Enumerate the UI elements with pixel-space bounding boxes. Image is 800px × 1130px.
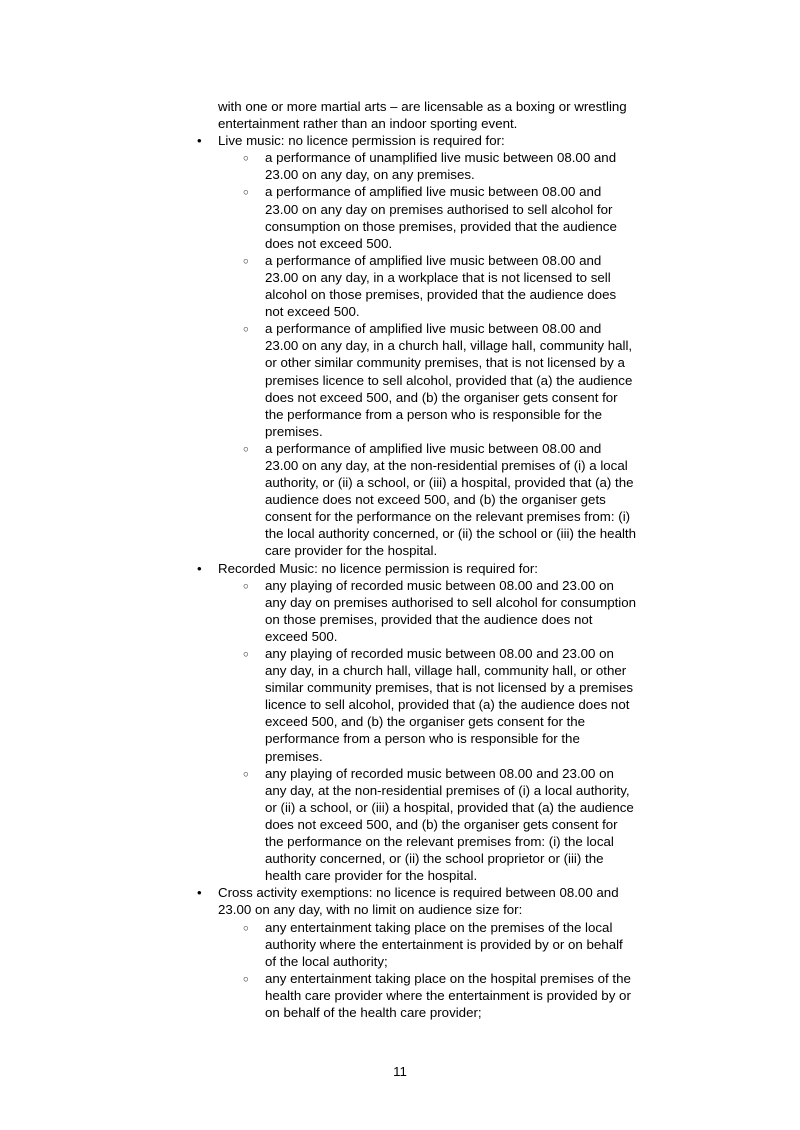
circle-bullet-icon: ○ bbox=[243, 255, 249, 267]
text-block bbox=[218, 132, 696, 149]
text-line: consent for the performance on the relevant premises from: (i) bbox=[265, 509, 631, 525]
text-block bbox=[218, 884, 696, 918]
text-block bbox=[265, 149, 696, 183]
paragraph-block bbox=[196, 98, 696, 132]
bullet-item bbox=[196, 132, 696, 149]
text-line: authority, or (ii) a school, or (iii) a hospital, provided that (a) the bbox=[265, 475, 634, 491]
text-line: the local authority concerned, or (ii) the school or (iii) the health bbox=[265, 526, 637, 542]
text-line: authority where the entertainment is provided by or on behalf bbox=[265, 936, 623, 952]
text-line: Cross activity exemptions: no licence is required between 08.00 and bbox=[218, 885, 619, 901]
text-line: premises licence to sell alcohol, provided that (a) the audience bbox=[265, 372, 633, 388]
circle-bullet-icon: ○ bbox=[243, 768, 249, 780]
text-line: of the local authority; bbox=[265, 953, 388, 969]
text-block bbox=[265, 440, 696, 560]
bullet-item bbox=[196, 884, 696, 918]
text-block bbox=[265, 577, 696, 645]
bullet-icon: • bbox=[197, 560, 202, 576]
text-line: the performance on the relevant premises from: (i) the local bbox=[265, 834, 614, 850]
text-line: 23.00 on any day, in a workplace that is not licensed to sell bbox=[265, 269, 611, 285]
text-block bbox=[265, 919, 696, 970]
circle-bullet-icon: ○ bbox=[243, 580, 249, 592]
bullet-icon: • bbox=[197, 885, 202, 901]
text-line: audience does not exceed 500, and (b) the organiser gets bbox=[265, 492, 606, 508]
text-block bbox=[218, 98, 696, 132]
text-line: any playing of recorded music between 08.00 and 23.00 on bbox=[265, 577, 614, 593]
text-line: any playing of recorded music between 08.00 and 23.00 on bbox=[265, 646, 614, 661]
text-line: with one or more martial arts – are licensable as a boxing or wrestling bbox=[218, 99, 627, 114]
text-line: any entertainment taking place on the premises of the local bbox=[265, 919, 613, 935]
text-line: exceed 500, and (b) the organiser gets consent for the bbox=[265, 714, 586, 730]
text-line: 23.00 on any day on premises authorised to sell alcohol for bbox=[265, 201, 613, 217]
text-line: any playing of recorded music between 08.00 and 23.00 on bbox=[265, 765, 614, 781]
circle-bullet-icon: ○ bbox=[243, 649, 249, 660]
circle-bullet-icon: ○ bbox=[243, 922, 249, 934]
text-line: 23.00 on any day, with no limit on audience size for: bbox=[218, 902, 523, 918]
document-content bbox=[196, 98, 696, 1021]
text-line: consumption on those premises, provided that the audience bbox=[265, 218, 617, 234]
text-line: a performance of unamplified live music between 08.00 and bbox=[265, 150, 617, 166]
text-line: entertainment rather than an indoor sporting event. bbox=[218, 116, 518, 132]
text-line: premises. bbox=[265, 423, 323, 439]
text-line: a performance of amplified live music between 08.00 and bbox=[265, 321, 602, 337]
sub-bullet-item bbox=[196, 645, 696, 765]
sub-bullet-item bbox=[196, 970, 696, 1021]
circle-bullet-icon: ○ bbox=[243, 324, 249, 336]
circle-bullet-icon: ○ bbox=[243, 973, 249, 985]
text-line: or other similar community premises, that is not licensed by a bbox=[265, 355, 625, 371]
text-block bbox=[265, 252, 696, 320]
text-line: any entertainment taking place on the hospital premises of the bbox=[265, 970, 631, 986]
text-line: on behalf of the health care provider; bbox=[265, 1004, 482, 1020]
text-line: 23.00 on any day, on any premises. bbox=[265, 167, 475, 183]
text-line: does not exceed 500. bbox=[265, 235, 393, 251]
text-line: authority concerned, or (ii) the school proprietor or (iii) the bbox=[265, 851, 604, 867]
circle-bullet-icon: ○ bbox=[243, 443, 249, 455]
text-line: a performance of amplified live music between 08.00 and bbox=[265, 440, 602, 456]
text-block bbox=[265, 320, 696, 440]
text-block bbox=[265, 183, 696, 251]
text-block bbox=[218, 560, 696, 577]
page-number: 11 bbox=[393, 1064, 407, 1079]
text-line: any day, at the non-residential premises of (i) a local authority, bbox=[265, 782, 630, 798]
bullet-icon: • bbox=[197, 133, 202, 149]
text-block bbox=[265, 645, 696, 765]
text-line: on those premises, provided that the audience does not bbox=[265, 611, 593, 627]
sub-bullet-item bbox=[196, 252, 696, 320]
text-line: similar community premises, that is not licensed by a premises bbox=[265, 680, 634, 696]
sub-bullet-item bbox=[196, 320, 696, 440]
text-line: premises. bbox=[265, 748, 323, 764]
text-line: 23.00 on any day, at the non-residential premises of (i) a local bbox=[265, 457, 628, 473]
text-line: alcohol on those premises, provided that the audience does bbox=[265, 287, 617, 303]
text-block bbox=[265, 765, 696, 885]
sub-bullet-item bbox=[196, 183, 696, 251]
text-line: health care provider where the entertainment is provided by or bbox=[265, 987, 631, 1003]
text-line: health care provider for the hospital. bbox=[265, 868, 478, 884]
text-line: does not exceed 500, and (b) the organiser gets consent for bbox=[265, 389, 618, 405]
text-line: not exceed 500. bbox=[265, 304, 360, 320]
sub-bullet-item bbox=[196, 577, 696, 645]
bullet-item bbox=[196, 560, 696, 577]
circle-bullet-icon: ○ bbox=[243, 153, 249, 165]
text-line: any day on premises authorised to sell alcohol for consumption bbox=[265, 594, 637, 610]
sub-bullet-item bbox=[196, 149, 696, 183]
text-line: care provider for the hospital. bbox=[265, 543, 438, 559]
sub-bullet-item bbox=[196, 919, 696, 970]
text-line: a performance of amplified live music between 08.00 and bbox=[265, 252, 602, 268]
circle-bullet-icon: ○ bbox=[243, 187, 249, 199]
text-line: performance from a person who is responsible for the bbox=[265, 731, 580, 747]
text-line: Live music: no licence permission is required for: bbox=[218, 133, 505, 149]
sub-bullet-item bbox=[196, 440, 696, 560]
text-line: a performance of amplified live music between 08.00 and bbox=[265, 184, 602, 200]
text-block bbox=[265, 970, 696, 1021]
text-line: the performance from a person who is responsible for the bbox=[265, 406, 603, 422]
text-line: does not exceed 500, and (b) the organiser gets consent for bbox=[265, 816, 618, 832]
text-line: licence to sell alcohol, provided that (a) the audience does not bbox=[265, 697, 630, 713]
text-line: Recorded Music: no licence permission is required for: bbox=[218, 560, 539, 576]
text-line: exceed 500. bbox=[265, 628, 338, 644]
sub-bullet-item bbox=[196, 765, 696, 885]
text-line: any day, in a church hall, village hall, community hall, or other bbox=[265, 663, 627, 679]
text-line: or (ii) a school, or (iii) a hospital, provided that (a) the audience bbox=[265, 799, 634, 815]
text-line: 23.00 on any day, in a church hall, village hall, community hall, bbox=[265, 338, 633, 354]
